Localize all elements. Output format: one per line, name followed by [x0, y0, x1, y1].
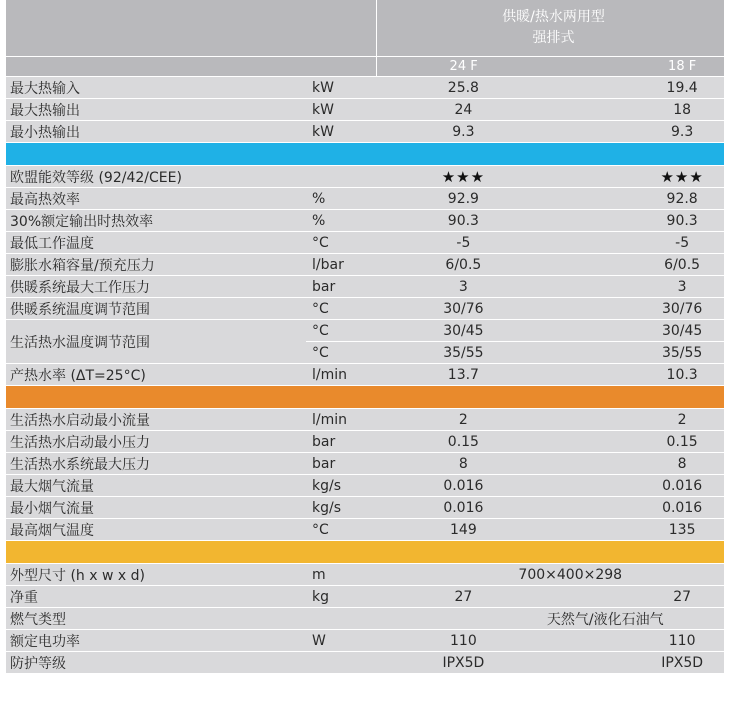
row-unit: %: [306, 188, 377, 210]
table-row: [6, 166, 724, 188]
row-value-merged: 700×400×298: [377, 564, 725, 586]
row-label: 最高热效率: [6, 188, 306, 210]
row-label: 生活热水启动最小流量: [6, 409, 306, 431]
row-label: 净重: [6, 586, 306, 608]
row-unit: kg/s: [306, 475, 377, 497]
row-value-a: 9.3: [377, 121, 551, 143]
header-row-2: [6, 57, 724, 77]
row-label: 最大热输入: [6, 77, 306, 99]
row-unit: kW: [306, 121, 377, 143]
row-unit: °C: [306, 298, 377, 320]
table-row: [6, 232, 724, 254]
table-row: [6, 320, 724, 342]
row-value-b: 18: [550, 99, 724, 121]
row-value-a: 3: [377, 276, 551, 298]
row-value-b: 10.3: [550, 364, 724, 386]
row-value-b: 0.016: [550, 497, 724, 519]
row-label: 最小热输出: [6, 121, 306, 143]
spec-table: [6, 0, 724, 674]
header-model-a: 24 F: [377, 57, 551, 77]
table-row: [6, 77, 724, 99]
row-label: 防护等级: [6, 652, 306, 674]
section-divider-orange: [6, 386, 724, 409]
row-unit: l/min: [306, 409, 377, 431]
row-value-a: -5: [377, 232, 551, 254]
table-row: [6, 121, 724, 143]
row-unit: bar: [306, 276, 377, 298]
row-value-b: 135: [550, 519, 724, 541]
header-model-b: 18 F: [550, 57, 724, 77]
row-unit: °C: [306, 320, 377, 342]
row-unit: l/bar: [306, 254, 377, 276]
header-row-1: [6, 0, 724, 57]
star-rating-a: ★★★: [377, 166, 551, 188]
row-value-a: 149: [377, 519, 551, 541]
row-unit: kW: [306, 99, 377, 121]
table-row: [6, 630, 724, 652]
row-value-a: 6/0.5: [377, 254, 551, 276]
table-row: [6, 497, 724, 519]
row-value-a: 110: [377, 630, 551, 652]
row-unit: [306, 652, 377, 674]
row-unit: bar: [306, 453, 377, 475]
table-row: [6, 364, 724, 386]
row-label: 供暖系统温度调节范围: [6, 298, 306, 320]
row-unit: °C: [306, 342, 377, 364]
row-value-merged: 天然气/液化石油气: [377, 608, 725, 630]
table-row: [6, 188, 724, 210]
row-unit: m: [306, 564, 377, 586]
row-value-b: 2: [550, 409, 724, 431]
table-row: [6, 564, 724, 586]
row-value-a: 24: [377, 99, 551, 121]
star-rating-b: ★★★: [550, 166, 724, 188]
row-value-b: 19.4: [550, 77, 724, 99]
row-value-b: 30/45: [550, 320, 724, 342]
table-row: [6, 652, 724, 674]
table-row: [6, 519, 724, 541]
row-unit: °C: [306, 519, 377, 541]
row-value-a: 30/45: [377, 320, 551, 342]
row-value-a: 8: [377, 453, 551, 475]
row-value-b: 0.15: [550, 431, 724, 453]
row-value-b: 0.016: [550, 475, 724, 497]
row-value-a: 0.016: [377, 475, 551, 497]
row-unit: [306, 608, 377, 630]
row-label: 欧盟能效等级 (92/42/CEE): [6, 166, 306, 188]
row-label: 额定电功率: [6, 630, 306, 652]
row-value-b: 8: [550, 453, 724, 475]
table-row: [6, 254, 724, 276]
row-value-a: 25.8: [377, 77, 551, 99]
row-unit: [306, 166, 377, 188]
row-value-b: 92.8: [550, 188, 724, 210]
row-label: 产热水率 (ΔT=25°C): [6, 364, 306, 386]
row-unit: kg/s: [306, 497, 377, 519]
row-unit: kW: [306, 77, 377, 99]
table-row: [6, 210, 724, 232]
table-row: [6, 276, 724, 298]
row-value-a: 0.016: [377, 497, 551, 519]
row-label: 最大热输出: [6, 99, 306, 121]
row-label: 供暖系统最大工作压力: [6, 276, 306, 298]
table-row: [6, 453, 724, 475]
header-title-line2: 强排式: [532, 30, 575, 46]
row-label: 生活热水系统最大压力: [6, 453, 306, 475]
row-value-a: IPX5D: [377, 652, 551, 674]
row-value-b: -5: [550, 232, 724, 254]
section-divider-yellow: [6, 541, 724, 564]
row-label: 外型尺寸 (h x w x d): [6, 564, 306, 586]
row-unit: l/min: [306, 364, 377, 386]
row-value-a: 2: [377, 409, 551, 431]
row-value-b: IPX5D: [550, 652, 724, 674]
table-row: [6, 431, 724, 453]
row-unit: %: [306, 210, 377, 232]
table-row: [6, 608, 724, 630]
table-row: [6, 409, 724, 431]
row-label: 最小烟气流量: [6, 497, 306, 519]
row-label: 燃气类型: [6, 608, 306, 630]
table-row: [6, 586, 724, 608]
row-label: 生活热水温度调节范围: [6, 320, 306, 364]
spec-table-wrapper: [6, 0, 730, 674]
row-value-a: 35/55: [377, 342, 551, 364]
row-value-a: 90.3: [377, 210, 551, 232]
row-value-b: 9.3: [550, 121, 724, 143]
row-unit: W: [306, 630, 377, 652]
row-value-b: 30/76: [550, 298, 724, 320]
row-value-a: 27: [377, 586, 551, 608]
section-divider-blue: [6, 143, 724, 166]
row-unit: °C: [306, 232, 377, 254]
row-value-b: 3: [550, 276, 724, 298]
row-value-b: 6/0.5: [550, 254, 724, 276]
row-value-b: 27: [550, 586, 724, 608]
row-unit: kg: [306, 586, 377, 608]
row-unit: bar: [306, 431, 377, 453]
header-title-line1: 供暖/热水两用型: [502, 9, 605, 25]
row-value-b: 35/55: [550, 342, 724, 364]
row-value-a: 92.9: [377, 188, 551, 210]
table-row: [6, 298, 724, 320]
row-value-a: 13.7: [377, 364, 551, 386]
row-value-a: 0.15: [377, 431, 551, 453]
row-label: 生活热水启动最小压力: [6, 431, 306, 453]
row-value-a: 30/76: [377, 298, 551, 320]
row-value-b: 110: [550, 630, 724, 652]
row-label: 最低工作温度: [6, 232, 306, 254]
row-label: 最高烟气温度: [6, 519, 306, 541]
table-row: [6, 99, 724, 121]
table-row: [6, 475, 724, 497]
row-value-b: 90.3: [550, 210, 724, 232]
row-label: 30%额定输出时热效率: [6, 210, 306, 232]
row-label: 膨胀水箱容量/预充压力: [6, 254, 306, 276]
row-label: 最大烟气流量: [6, 475, 306, 497]
